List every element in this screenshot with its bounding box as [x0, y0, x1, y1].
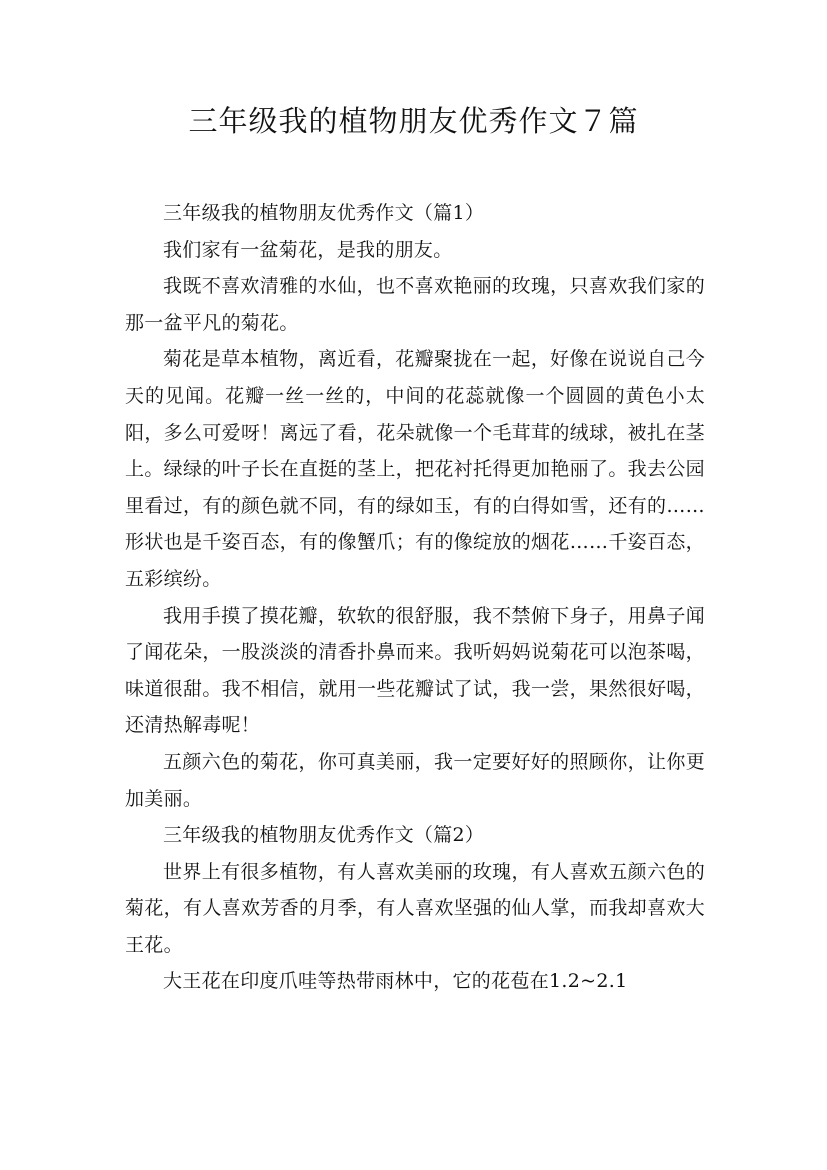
document-title: 三年级我的植物朋友优秀作文７篇 — [188, 104, 639, 138]
paragraph: 我既不喜欢清雅的水仙，也不喜欢艳丽的玫瑰，只喜欢我们家的那一盆平凡的菊花。 — [125, 275, 705, 334]
paragraph: 五颜六色的菊花，你可真美丽，我一定要好好的照顾你，让你更加美丽。 — [125, 750, 705, 810]
paragraph: 大王花在印度爪哇等热带雨林中，它的花苞在1.2~2.1 — [163, 970, 628, 993]
paragraph: 菊花是草本植物，离近看，花瓣聚拢在一起，好像在说说自己今天的见闻。花瓣一丝一丝的，中间的花蕊就像一个圆圆的黄色小太阳，多么可爱呀！离远了看，花朵就像一个毛茸茸的绒球，被扎在茎上。绿绿的叶子长在直挺的茎上，把花衬托得更加艳丽了。我去公园里看过，有的颜色就不同，有的绿如玉，有的白得如雪，还有的……形状也是千姿百态，有的像蟹爪；有的像绽放的烟花……千姿百态，五彩缤纷。 — [125, 348, 705, 590]
essay-heading-1: 三年级我的植物朋友优秀作文（篇1） — [163, 202, 485, 224]
paragraph: 我用手摸了摸花瓣，软软的很舒服，我不禁俯下身子，用鼻子闻了闻花朵，一股淡淡的清香扑鼻而来。我听妈妈说菊花可以泡茶喝，味道很甜。我不相信，就用一些花瓣试了试，我一尝，果然很好喝，还清热解毒呢！ — [125, 604, 705, 737]
document-body — [125, 195, 705, 1000]
essay-heading-2: 三年级我的植物朋友优秀作文（篇2） — [163, 824, 485, 847]
paragraph: 我们家有一盆菊花，是我的朋友。 — [163, 238, 453, 261]
paragraph: 世界上有很多植物，有人喜欢美丽的玫瑰，有人喜欢五颜六色的菊花，有人喜欢芳香的月季，有人喜欢坚强的仙人掌，而我却喜欢大王花。 — [125, 860, 705, 956]
